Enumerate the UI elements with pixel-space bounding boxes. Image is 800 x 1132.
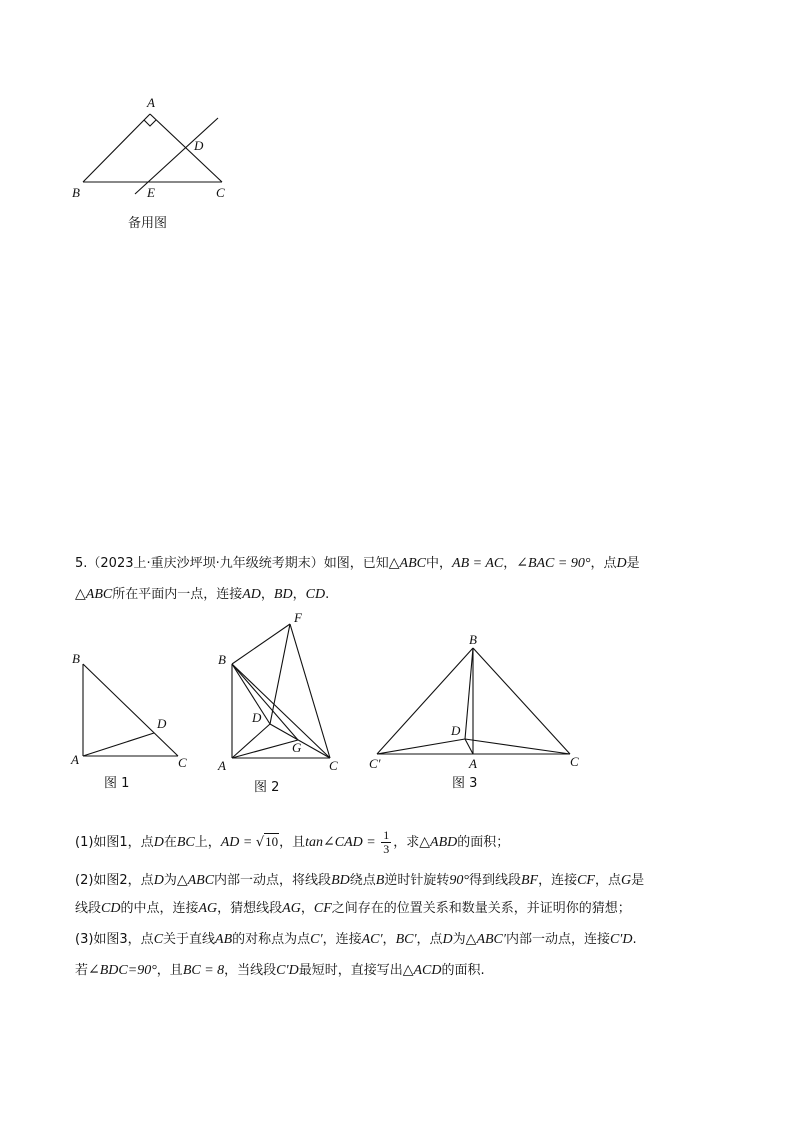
math-cf: CF — [577, 873, 595, 888]
label-b: B — [469, 632, 477, 647]
text: 若 — [75, 963, 89, 978]
math-bd: BD — [331, 873, 350, 888]
text: 的中点，连接 — [120, 901, 199, 916]
label-d: D — [157, 716, 167, 731]
text: ，当线段 — [224, 963, 277, 978]
math-tan-cad: tan∠CAD = — [305, 835, 380, 850]
text: . — [632, 932, 637, 947]
segment-ed-extended — [135, 118, 218, 194]
label-b: B — [72, 185, 80, 200]
fraction-denominator: 3 — [383, 842, 390, 856]
text: (3)如图3，点 — [75, 932, 154, 947]
math-cd: CD — [101, 901, 121, 916]
math-angle-bac: ∠BAC = 90° — [516, 556, 591, 571]
problem-number: 5. — [75, 556, 88, 571]
text: 关于直线 — [163, 932, 216, 947]
math-ad: AD — [242, 587, 261, 602]
problem-statement-line-1 — [75, 554, 735, 574]
text: 绕点 — [349, 873, 376, 888]
label-f: F — [294, 610, 302, 625]
text: ，且 — [279, 835, 306, 850]
math-cprime: C′ — [310, 932, 323, 947]
segment-bcp — [377, 648, 473, 754]
text: . — [325, 587, 330, 602]
math-acprime: AC′ — [361, 932, 383, 947]
segment-ab — [83, 114, 150, 182]
math-sqrt-symbol: √ — [255, 835, 265, 850]
text: 逆时针旋转 — [384, 873, 450, 888]
text: ，且 — [156, 963, 183, 978]
right-angle-mark — [144, 120, 156, 126]
math-ab-eq-ac: AB = AC — [452, 556, 504, 571]
text: ， — [292, 587, 306, 602]
math-tri-abcprime: △ABC′ — [465, 932, 506, 947]
math-tri-abc: △ABC — [176, 873, 215, 888]
math-cf-2: CF — [313, 901, 332, 916]
label-cprime: C′ — [369, 756, 381, 771]
text: 得到线段 — [468, 873, 521, 888]
text: 之间存在的位置关系和数量关系，并证明你的猜想； — [331, 901, 631, 916]
segment-bd — [232, 664, 270, 724]
math-tri-acd: △ACD — [402, 963, 442, 978]
label-d: D — [451, 723, 461, 738]
fraction-numerator: 1 — [383, 828, 390, 842]
problem-statement-line-2 — [75, 585, 735, 605]
math-cd: CD — [305, 587, 326, 602]
top-figure — [60, 90, 250, 210]
label-a: A — [469, 756, 477, 771]
label-c: C — [178, 755, 187, 770]
math-cprime-d-2: C′D — [276, 963, 299, 978]
math-ag: AG — [198, 901, 218, 916]
math-d: D — [616, 556, 627, 571]
math-90deg: 90° — [449, 873, 469, 888]
text: 线段 — [75, 901, 102, 916]
text: ，点 — [416, 932, 443, 947]
math-d: D — [442, 932, 453, 947]
text: (1)如图1，点 — [75, 835, 154, 850]
text: 的面积； — [457, 835, 510, 850]
text: 上， — [194, 835, 221, 850]
label-c: C — [570, 754, 579, 769]
math-ab: AB — [215, 932, 233, 947]
segment-cpd — [377, 739, 465, 754]
figure-3 — [365, 632, 590, 772]
label-a: A — [218, 758, 226, 773]
text: ， — [503, 556, 517, 571]
math-cprime-d: C′D — [609, 932, 633, 947]
math-d: D — [153, 835, 164, 850]
segment-bf — [232, 624, 290, 664]
text: 内部一动点，将线段 — [214, 873, 332, 888]
segment-bc — [83, 664, 178, 756]
top-figure-caption: 备用图 — [128, 216, 168, 231]
math-bcprime: BC′ — [395, 932, 417, 947]
label-d: D — [252, 710, 262, 725]
segment-cd — [465, 739, 570, 754]
figure-3-caption: 图 3 — [452, 776, 478, 791]
math-bc-eq-8: BC = 8 — [182, 963, 225, 978]
math-d: D — [153, 873, 164, 888]
segment-ad — [83, 733, 154, 756]
text: 最短时，直接写出 — [298, 963, 403, 978]
math-fraction — [381, 829, 391, 856]
text: ， — [260, 587, 274, 602]
math-bd: BD — [273, 587, 293, 602]
segment-bc — [473, 648, 570, 754]
math-tri-abd: △ABD — [419, 835, 458, 850]
segment-bc — [232, 664, 330, 758]
label-c: C — [329, 758, 338, 773]
question-1 — [75, 829, 735, 856]
figure-1-caption: 图 1 — [104, 776, 130, 791]
text: ， — [382, 932, 396, 947]
problem-source: （2023上·重庆沙坪坝·九年级统考期末） — [87, 556, 324, 571]
figure-2 — [212, 612, 347, 772]
label-b: B — [72, 651, 80, 666]
math-bf: BF — [520, 873, 539, 888]
label-a: A — [71, 752, 79, 767]
text: ，连接 — [538, 873, 578, 888]
math-angle-bdc: ∠BDC=90° — [88, 963, 157, 978]
figure-2-caption: 图 2 — [254, 780, 280, 795]
text: 的面积. — [441, 963, 485, 978]
question-2-line-2 — [75, 899, 735, 919]
text: 如图，已知 — [323, 556, 389, 571]
question-3-line-1 — [75, 930, 735, 950]
text: 内部一动点，连接 — [505, 932, 610, 947]
label-a: A — [147, 95, 155, 110]
math-ag-2: AG — [282, 901, 301, 916]
math-sqrt-10: 10 — [265, 834, 279, 849]
text: 中， — [426, 556, 453, 571]
text: 为 — [163, 873, 177, 888]
text: 为 — [452, 932, 466, 947]
text: 的对称点为点 — [232, 932, 311, 947]
text: 是 — [631, 873, 645, 888]
text: ，求 — [393, 835, 420, 850]
figure-1 — [68, 650, 193, 770]
text: ， — [300, 901, 314, 916]
math-ad-eq: AD = — [220, 835, 256, 850]
segment-bd — [465, 648, 473, 739]
math-bc: BC — [176, 835, 195, 850]
math-c: C — [153, 932, 164, 947]
label-e: E — [147, 185, 155, 200]
label-g: G — [292, 740, 302, 755]
question-3-line-2 — [75, 961, 735, 981]
math-b: B — [375, 873, 385, 888]
math-g: G — [620, 873, 632, 888]
segment-ad — [465, 739, 473, 754]
text: ，连接 — [322, 932, 362, 947]
text: 所在平面内一点，连接 — [112, 587, 243, 602]
label-d: D — [194, 138, 204, 153]
text: ，猜想线段 — [217, 901, 283, 916]
math-tri-abc: △ABC — [388, 556, 426, 571]
text: (2)如图2，点 — [75, 873, 154, 888]
segment-df — [270, 624, 290, 724]
text: 是 — [626, 556, 640, 571]
label-c: C — [216, 185, 225, 200]
text: ，点 — [590, 556, 617, 571]
text: 在 — [163, 835, 177, 850]
math-tri-abc-2: △ABC — [75, 587, 113, 602]
text: ，点 — [594, 873, 621, 888]
question-2-line-1 — [75, 871, 735, 891]
label-b: B — [218, 652, 226, 667]
